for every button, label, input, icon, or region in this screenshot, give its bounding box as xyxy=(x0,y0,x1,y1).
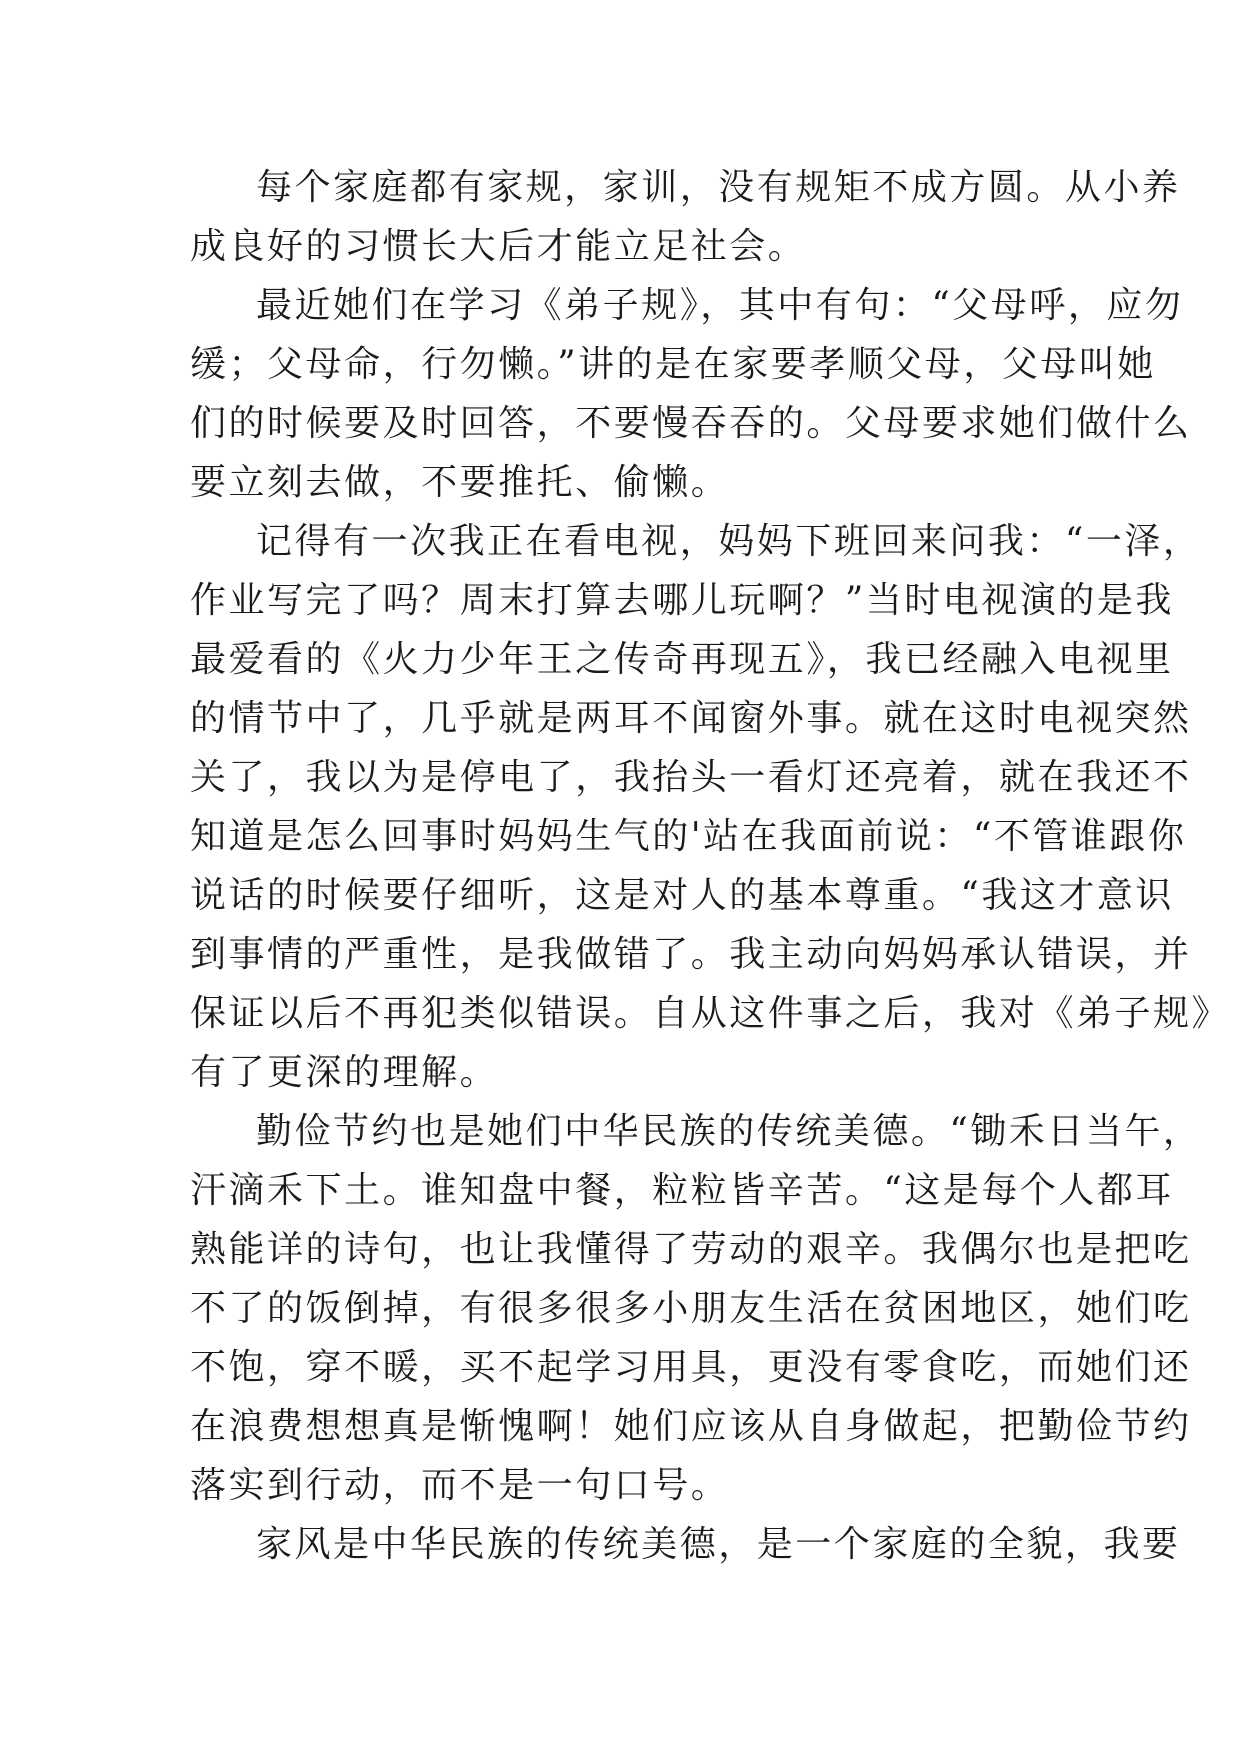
paragraph-line: 勤俭节约也是她们中华民族的传统美德。“锄禾日当午， xyxy=(256,1111,1202,1152)
paragraph-line: 最爱看的《火力少年王之传奇再现五》，我已经融入电视里 xyxy=(190,639,1174,680)
paragraph-line: 每个家庭都有家规，家训，没有规矩不成方圆。从小养 xyxy=(256,167,1181,208)
paragraph-line: 说话的时候要仔细听，这是对人的基本尊重。“我这才意识 xyxy=(190,875,1174,916)
paragraph-line: 要立刻去做，不要推托、偷懒。 xyxy=(190,462,730,503)
paragraph-line: 缓；父母命，行勿懒。”讲的是在家要孝顺父母，父母叫她 xyxy=(190,344,1156,385)
paragraph-line: 关了，我以为是停电了，我抬头一看灯还亮着，就在我还不 xyxy=(190,757,1192,798)
paragraph-line: 的情节中了，几乎就是两耳不闻窗外事。就在这时电视突然 xyxy=(190,698,1192,739)
paragraph-line: 不饱，穿不暖，买不起学习用具，更没有零食吃，而她们还 xyxy=(190,1347,1192,1388)
essay-body xyxy=(190,158,1231,1574)
paragraph-line: 保证以后不再犯类似错误。自从这件事之后，我对《弟子规》 xyxy=(190,993,1231,1034)
paragraph-line: 到事情的严重性，是我做错了。我主动向妈妈承认错误，并 xyxy=(190,934,1192,975)
paragraph-line: 不了的饭倒掉，有很多很多小朋友生活在贫困地区，她们吃 xyxy=(190,1288,1192,1329)
paragraph-line: 有了更深的理解。 xyxy=(190,1052,499,1093)
paragraph-line: 知道是怎么回事时妈妈生气的'站在我面前说：“不管谁跟你 xyxy=(190,816,1187,857)
paragraph-line: 记得有一次我正在看电视，妈妈下班回来问我：“一泽， xyxy=(256,521,1202,562)
paragraph-line: 们的时候要及时回答，不要慢吞吞的。父母要求她们做什么 xyxy=(190,403,1192,444)
paragraph-line: 在浪费想想真是惭愧啊！她们应该从自身做起，把勤俭节约 xyxy=(190,1406,1192,1447)
paragraph-line: 汗滴禾下土。谁知盘中餐，粒粒皆辛苦。“这是每个人都耳 xyxy=(190,1170,1174,1211)
paragraph-line: 最近她们在学习《弟子规》，其中有句：“父母呼，应勿 xyxy=(256,285,1184,326)
paragraph-line: 熟能详的诗句，也让我懂得了劳动的艰辛。我偶尔也是把吃 xyxy=(190,1229,1192,1270)
paragraph-line: 家风是中华民族的传统美德，是一个家庭的全貌，我要 xyxy=(256,1524,1181,1565)
paragraph-line: 作业写完了吗？周末打算去哪儿玩啊？”当时电视演的是我 xyxy=(190,580,1174,621)
paragraph-line: 成良好的习惯长大后才能立足社会。 xyxy=(190,226,807,267)
paragraph-line: 落实到行动，而不是一句口号。 xyxy=(190,1465,730,1506)
